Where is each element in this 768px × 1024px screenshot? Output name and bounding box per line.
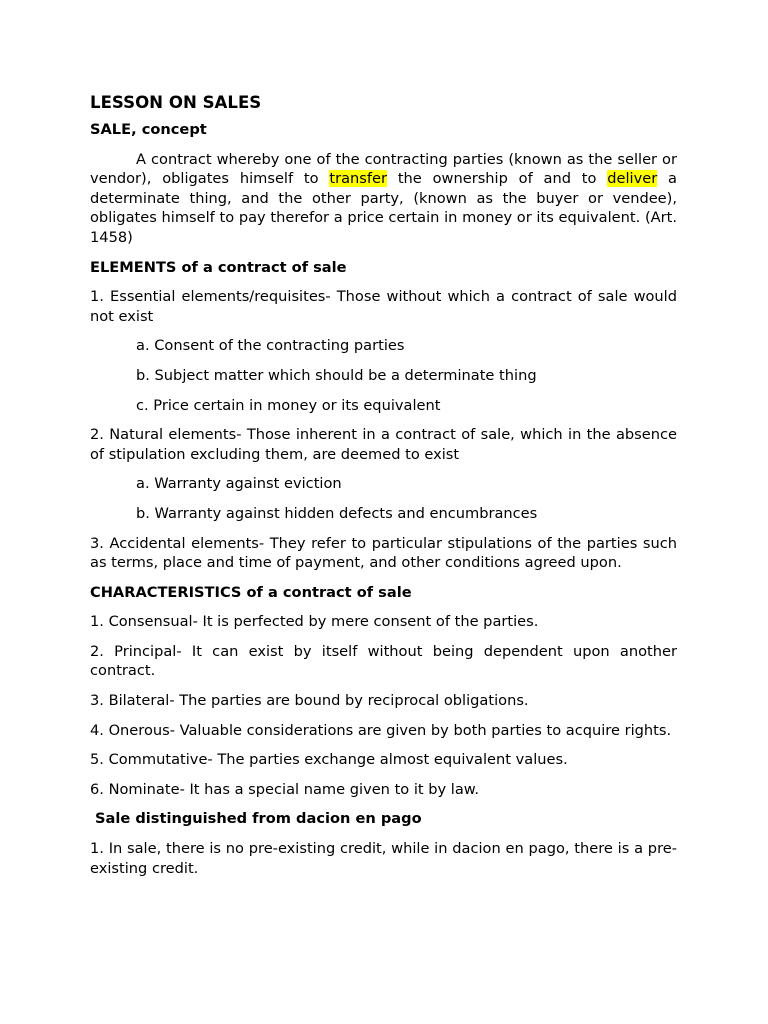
paragraph-natural-elements: 2. Natural elements- Those inherent in a contract of sale, which in the absence of stipulation excluding them, are deemed to exist xyxy=(90,426,677,463)
list-item: c. Price certain in money or its equivalent xyxy=(136,396,441,414)
section-heading-concept: SALE, concept xyxy=(90,121,207,138)
list-item: 3. Bilateral- The parties are bound by reciprocal obligations. xyxy=(90,692,529,710)
document-title: LESSON ON SALES xyxy=(90,93,262,112)
paragraph-essential-elements: 1. Essential elements/requisites- Those without which a contract of sale would not exist xyxy=(90,288,677,325)
highlight-deliver: deliver xyxy=(607,170,658,188)
paragraph-accidental-elements: 3. Accidental elements- They refer to particular stipulations of the parties such as terms, place and time of payment, and other conditions agreed upon. xyxy=(90,534,677,572)
paragraph-sale-concept xyxy=(90,150,677,248)
list-item: a. Warranty against eviction xyxy=(136,475,342,493)
list-item: 2. Principal- It can exist by itself without being dependent upon another contract. xyxy=(90,642,677,680)
list-item: 5. Commutative- The parties exchange almost equivalent values. xyxy=(90,751,568,769)
concept-text-part-1: A contract whereby one of the contracting parties (known as the seller or vendor), obligates himself to xyxy=(90,150,677,188)
concept-text-part-3: a determinate thing, and the other party, (known as the buyer or vendee), obligates himself to pay therefor a price certain in money or its equivalent. (Art. 1458) xyxy=(90,170,677,246)
section-heading-characteristics: CHARACTERISTICS of a contract of sale xyxy=(90,583,412,601)
section-heading-dacion: Sale distinguished from dacion en pago xyxy=(95,810,422,828)
concept-text-part-2: the ownership of and to xyxy=(387,170,608,188)
list-item: 4. Onerous- Valuable considerations are given by both parties to acquire rights. xyxy=(90,721,672,739)
list-item: b. Warranty against hidden defects and encumbrances xyxy=(136,504,538,522)
list-item: 1. Consensual- It is perfected by mere consent of the parties. xyxy=(90,613,539,631)
list-item: b. Subject matter which should be a determinate thing xyxy=(136,366,537,384)
document-page xyxy=(90,92,677,888)
list-item: 1. In sale, there is no pre-existing credit, while in dacion en pago, there is a pre-existing credit. xyxy=(90,840,677,877)
section-heading-elements: ELEMENTS of a contract of sale xyxy=(90,258,347,276)
highlight-transfer: transfer xyxy=(329,170,388,188)
list-item: a. Consent of the contracting parties xyxy=(136,337,405,355)
list-item: 6. Nominate- It has a special name given to it by law. xyxy=(90,780,480,798)
